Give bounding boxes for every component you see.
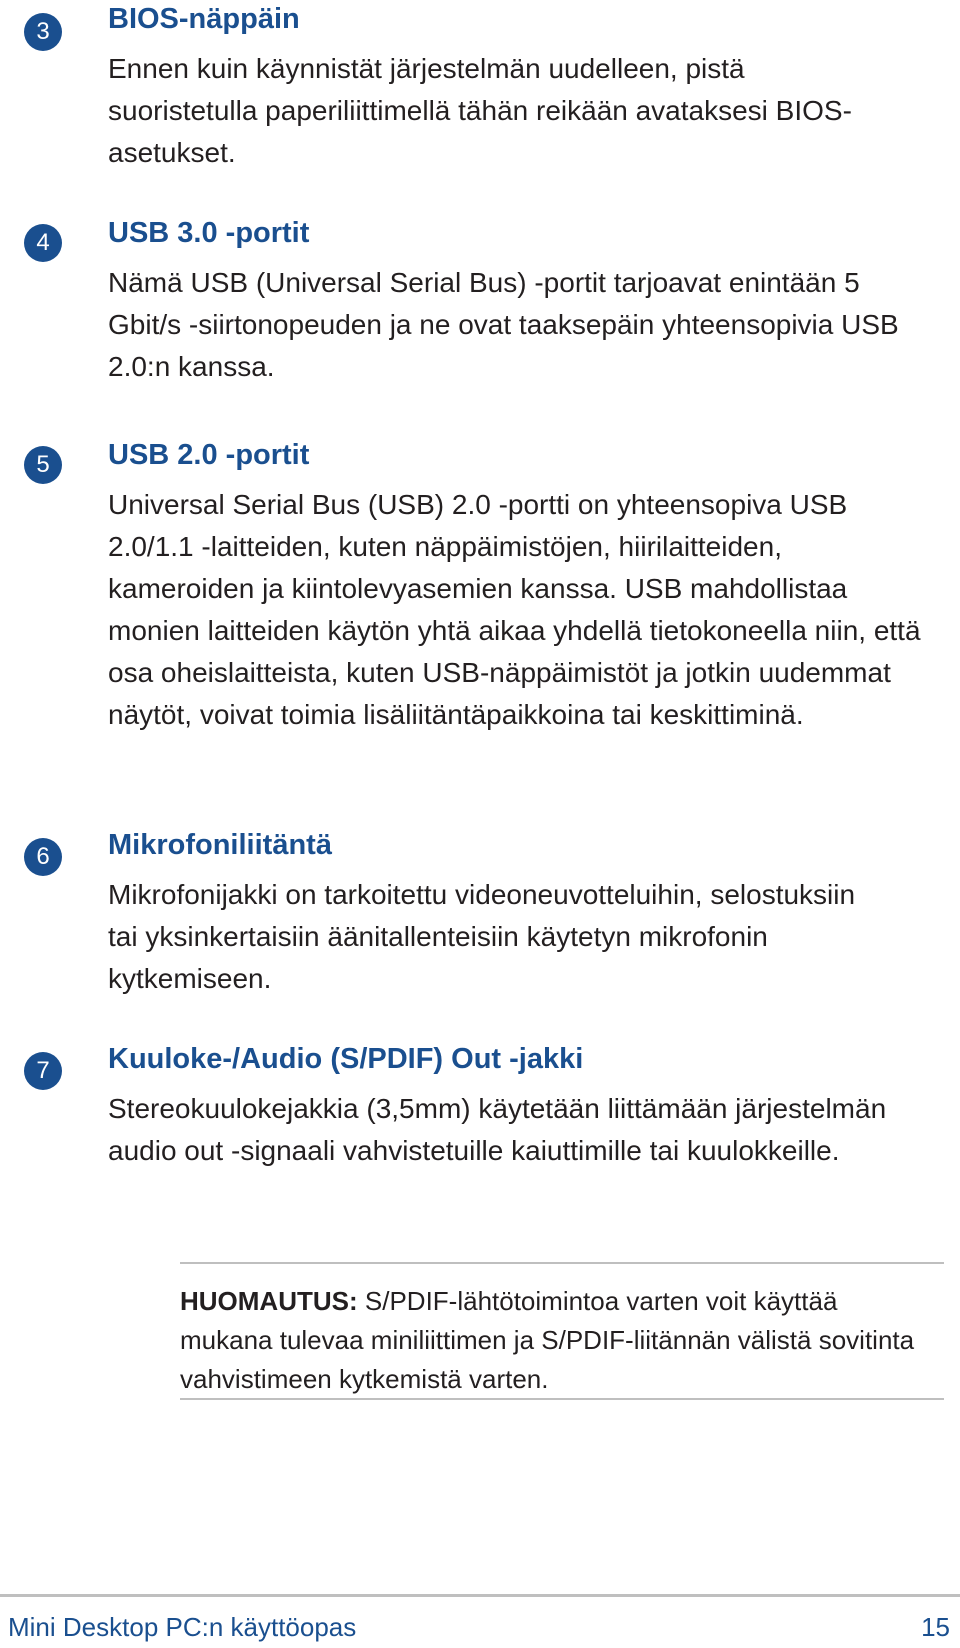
section-body: Universal Serial Bus (USB) 2.0 -portti on yhteensopiva USB 2.0/1.1 -laitteiden, kuten näppäimistöjen, hiirilaitteiden, kameroiden ja kiintolevyasemien kanssa. USB mahdollistaa monien laitteiden käytön yhtä aikaa yhdellä tietokoneella niin, että osa oheislaitteista, kuten USB-näppäimistöt ja jotkin uudemmat näytöt, voivat toimia lisäliitäntäpaikkoina tai keskittiminä. — [108, 489, 921, 730]
note-box — [180, 1262, 944, 1400]
item-number-badge: 7 — [24, 1052, 62, 1090]
note-label: HUOMAUTUS: — [180, 1286, 358, 1316]
item-number-badge: 5 — [24, 446, 62, 484]
section-body: Ennen kuin käynnistät järjestelmän uudelleen, pistä suoristetulla paperiliittimellä tähän reikään avataksesi BIOS-asetukset. — [108, 53, 852, 168]
section-title: Kuuloke-/Audio (S/PDIF) Out -jakki — [108, 1043, 584, 1075]
section-body: Nämä USB (Universal Serial Bus) -portit tarjoavat enintään 5 Gbit/s -siirtonopeuden ja ne ovat taaksepäin yhteensopivia USB 2.0:n kanssa. — [108, 267, 899, 382]
footer-divider — [0, 1594, 960, 1597]
item-number-badge: 6 — [24, 838, 62, 876]
section-title: USB 2.0 -portit — [108, 439, 310, 471]
section-body: Mikrofonijakki on tarkoitettu videoneuvotteluihin, selostuksiin tai yksinkertaisiin äänitallenteisiin käytetyn mikrofonin kytkemiseen. — [108, 879, 856, 994]
section-title: Mikrofoniliitäntä — [108, 829, 332, 861]
section-title: BIOS-näppäin — [108, 3, 300, 35]
section-title: USB 3.0 -portit — [108, 217, 310, 249]
page-number: 15 — [921, 1612, 950, 1642]
section-body: Stereokuulokejakkia (3,5mm) käytetään liittämään järjestelmän audio out -signaali vahvistetuille kaiuttimille tai kuulokkeille. — [108, 1093, 887, 1166]
footer-document-title: Mini Desktop PC:n käyttöopas — [8, 1612, 357, 1642]
item-number-badge: 3 — [24, 13, 62, 51]
note-body: S/PDIF-lähtötoimintoa varten voit käyttää mukana tulevaa miniliittimen ja S/PDIF-liitännän välistä sovitinta vahvistimeen kytkemistä varten. — [180, 1286, 915, 1394]
note-text — [180, 1282, 920, 1399]
item-number-badge: 4 — [24, 224, 62, 262]
